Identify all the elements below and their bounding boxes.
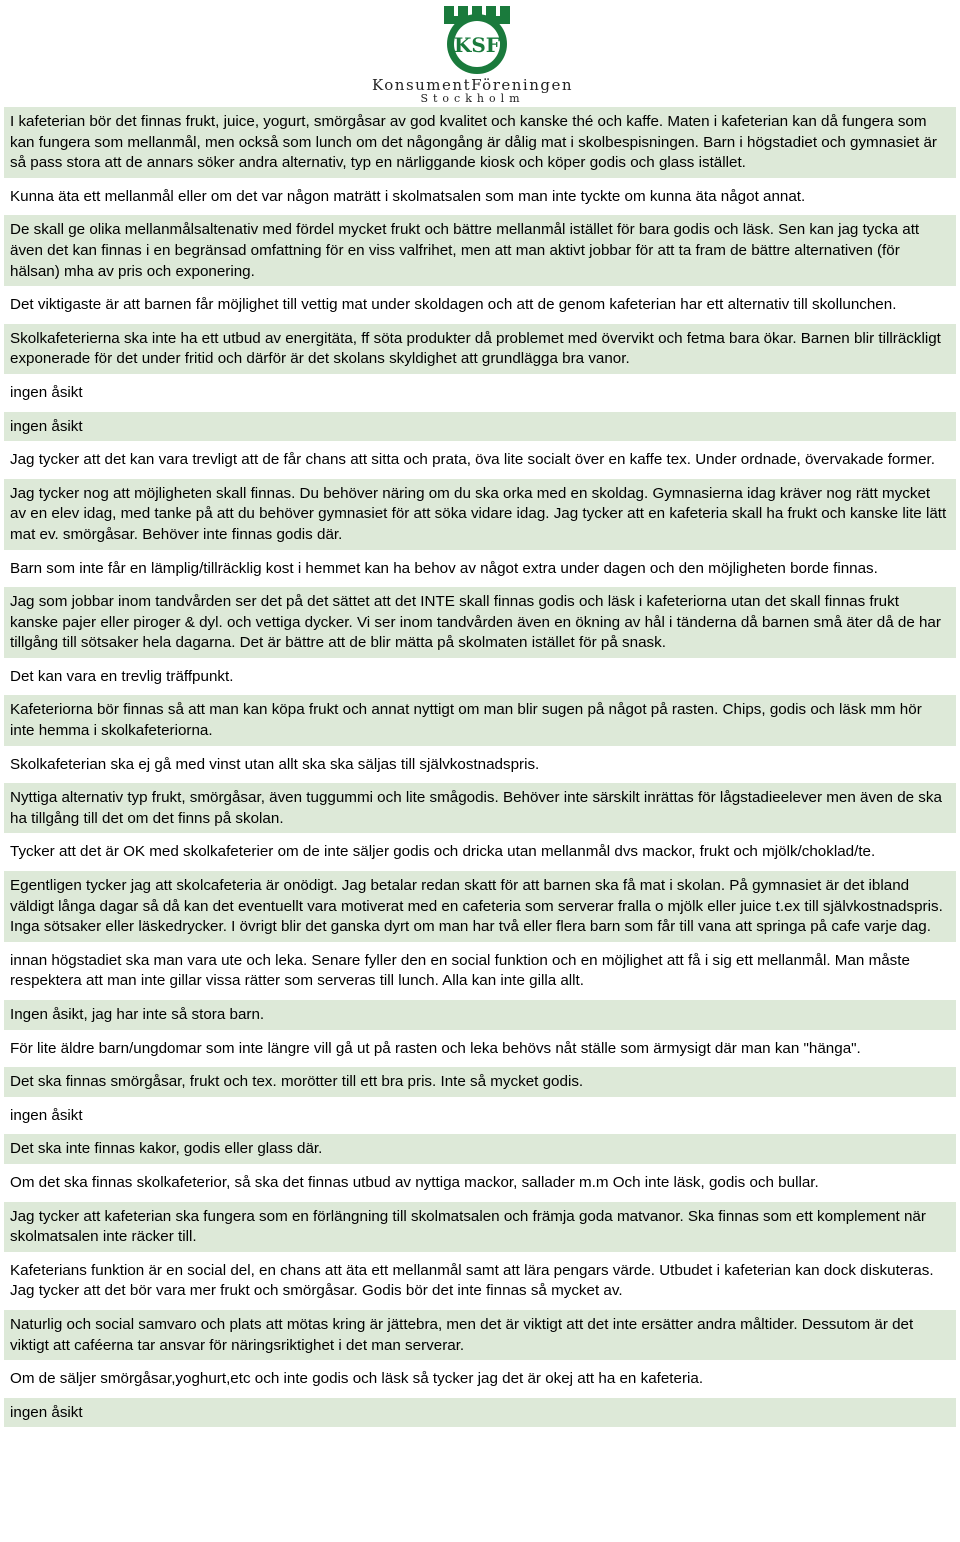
- response-row: För lite äldre barn/ungdomar som inte längre vill gå ut på rasten och leka behövs nåt ställe som ärmysigt där man kan "hänga".: [4, 1034, 956, 1064]
- response-row: Om det ska finnas skolkafeterior, så ska det finnas utbud av nyttiga mackor, sallader m.m Och inte läsk, godis och bullar.: [4, 1168, 956, 1198]
- response-row: Jag som jobbar inom tandvården ser det på det sättet att det INTE skall finnas godis och läsk i kafeteriorna utan det skall finnas frukt kanske pajer eller piroger & dyl. och vettiga dycker. Vi ser inom tandvården även en ökning av hål i tänderna då barnen små äter då de har tillgång till sötsaker hela dagarna. Det är bättre att de blir mätta på skolmaten istället för på snask.: [4, 587, 956, 658]
- response-row: Det kan vara en trevlig träffpunkt.: [4, 662, 956, 692]
- response-row: ingen åsikt: [4, 1398, 956, 1428]
- response-list: [4, 107, 956, 1431]
- response-row: Tycker att det är OK med skolkafeterier om de inte säljer godis och dricka utan mellanmål dvs mackor, frukt och mjölk/choklad/te.: [4, 837, 956, 867]
- response-row: Naturlig och social samvaro och plats att mötas kring är jättebra, men det är viktigt att det inte ersätter andra måltider. Dessutom är det viktigt att caféerna tar ansvar för näringsriktighet i det man serverar.: [4, 1310, 956, 1360]
- response-row: Ingen åsikt, jag har inte så stora barn.: [4, 1000, 956, 1030]
- logo-lettering: KSF: [453, 33, 501, 57]
- response-row: Det ska inte finnas kakor, godis eller glass där.: [4, 1134, 956, 1164]
- response-row: Egentligen tycker jag att skolcafeteria är onödigt. Jag betalar redan skatt för att barnen ska få mat i skolan. På gymnasiet är det ibland väldigt långa dagar så då kan det eventuellt vara motiverat med en cafeteria som serverar fralla o mjölk eller juice t.ex till självkostnadspris. Inga sötsaker eller läskedrycker. I övrigt blir det ganska dyrt om man har två eller flera barn som får till vana att springa på cafe varje dag.: [4, 871, 956, 942]
- response-row: Skolkafeterierna ska inte ha ett utbud av energitäta, ff söta produkter då problemet med övervikt och fetma bara ökar. Barnen blir tillräckligt exponerade för det under fritid och därför är det skolans skyldighet att grundlägga bra vanor.: [4, 324, 956, 374]
- response-row: Jag tycker att kafeterian ska fungera som en förlängning till skolmatsalen och främja goda matvanor. Ska finnas som ett komplement när skolmatsalen inte räcker till.: [4, 1202, 956, 1252]
- page-header: [0, 0, 960, 107]
- response-row: innan högstadiet ska man vara ute och leka. Senare fyller den en social funktion och en möjlighet att få i sig ett mellanmål. Man måste respektera att man inte gillar vissa rätter som serveras till lunch. Alla kan inte gilla allt.: [4, 946, 956, 996]
- response-row: Jag tycker nog att möjligheten skall finnas. Du behöver näring om du ska orka med en skoldag. Gymnasierna idag kräver nog rätt mycket av en elev idag, med tanke på att du behöver gymnasiet för att söka vidare idag. Jag tycker att en kafeteria skall ha frukt och kanske lite lätt mat ev. smörgåsar. Behöver inte finnas godis där.: [4, 479, 956, 550]
- org-name: KonsumentFöreningen: [371, 76, 574, 94]
- response-row: Om de säljer smörgåsar,yoghurt,etc och inte godis och läsk så tycker jag det är okej att ha en kafeteria.: [4, 1364, 956, 1394]
- response-row: Det viktigaste är att barnen får möjlighet till vettig mat under skoldagen och att de genom kafeterian har ett alternativ till skollunchen.: [4, 290, 956, 320]
- response-row: Kafeteriorna bör finnas så att man kan köpa frukt och annat nyttigt om man blir sugen på något på rasten. Chips, godis och läsk mm hör inte hemma i skolkafeteriorna.: [4, 695, 956, 745]
- response-row: Jag tycker att det kan vara trevligt att de får chans att sitta och prata, öva lite socialt över en kaffe tex. Under ordnade, övervakade former.: [4, 445, 956, 475]
- response-row: Kafeterians funktion är en social del, en chans att äta ett mellanmål samt att lära pengars värde. Utbudet i kafeterian kan dock diskuteras. Jag tycker att det bör vara mer frukt och smörgåsar. Godis bör det inte finnas så mycket av.: [4, 1256, 956, 1306]
- response-row: De skall ge olika mellanmålsaltenativ med fördel mycket frukt och bättre mellanmål istället för bara godis och läsk. Sen kan jag tycka att även det kan finnas i en begränsad omfattning för en viss valfrihet, men att man aktivt jobbar för att ta fram de bättre alternativen (för hälsan) mha av pris och exponering.: [4, 215, 956, 286]
- response-row: Barn som inte får en lämplig/tillräcklig kost i hemmet kan ha behov av något extra under dagen och den möjligheten borde finnas.: [4, 554, 956, 584]
- response-row: ingen åsikt: [4, 1101, 956, 1131]
- response-row: ingen åsikt: [4, 378, 956, 408]
- response-row: Nyttiga alternativ typ frukt, smörgåsar, även tuggummi och lite smågodis. Behöver inte särskilt inrättas för lågstadieelever men även de ska ha tillgång till det om det finns på skolan.: [4, 783, 956, 833]
- response-row: Skolkafeterian ska ej gå med vinst utan allt ska ska säljas till självkostnadspris.: [4, 750, 956, 780]
- response-row: I kafeterian bör det finnas frukt, juice, yogurt, smörgåsar av god kvalitet och kanske thé och kaffe. Maten i kafeterian kan då fungera som kan fungera som mellanmål, men också som lunch om det någongång är dålig mat i skolbespisningen. Barn i högstadiet och gymnasiet är så pass stora att de annars söker andra alternativ, typ en närliggande kiosk och köper godis och glass istället.: [4, 107, 956, 178]
- response-row: ingen åsikt: [4, 412, 956, 442]
- response-row: Kunna äta ett mellanmål eller om det var någon maträtt i skolmatsalen som man inte tyckte om kunna äta något annat.: [4, 182, 956, 212]
- org-city: Stockholm: [420, 92, 525, 105]
- response-row: Det ska finnas smörgåsar, frukt och tex. morötter till ett bra pris. Inte så mycket godis.: [4, 1067, 956, 1097]
- ksf-castle-logo-icon: [434, 4, 526, 76]
